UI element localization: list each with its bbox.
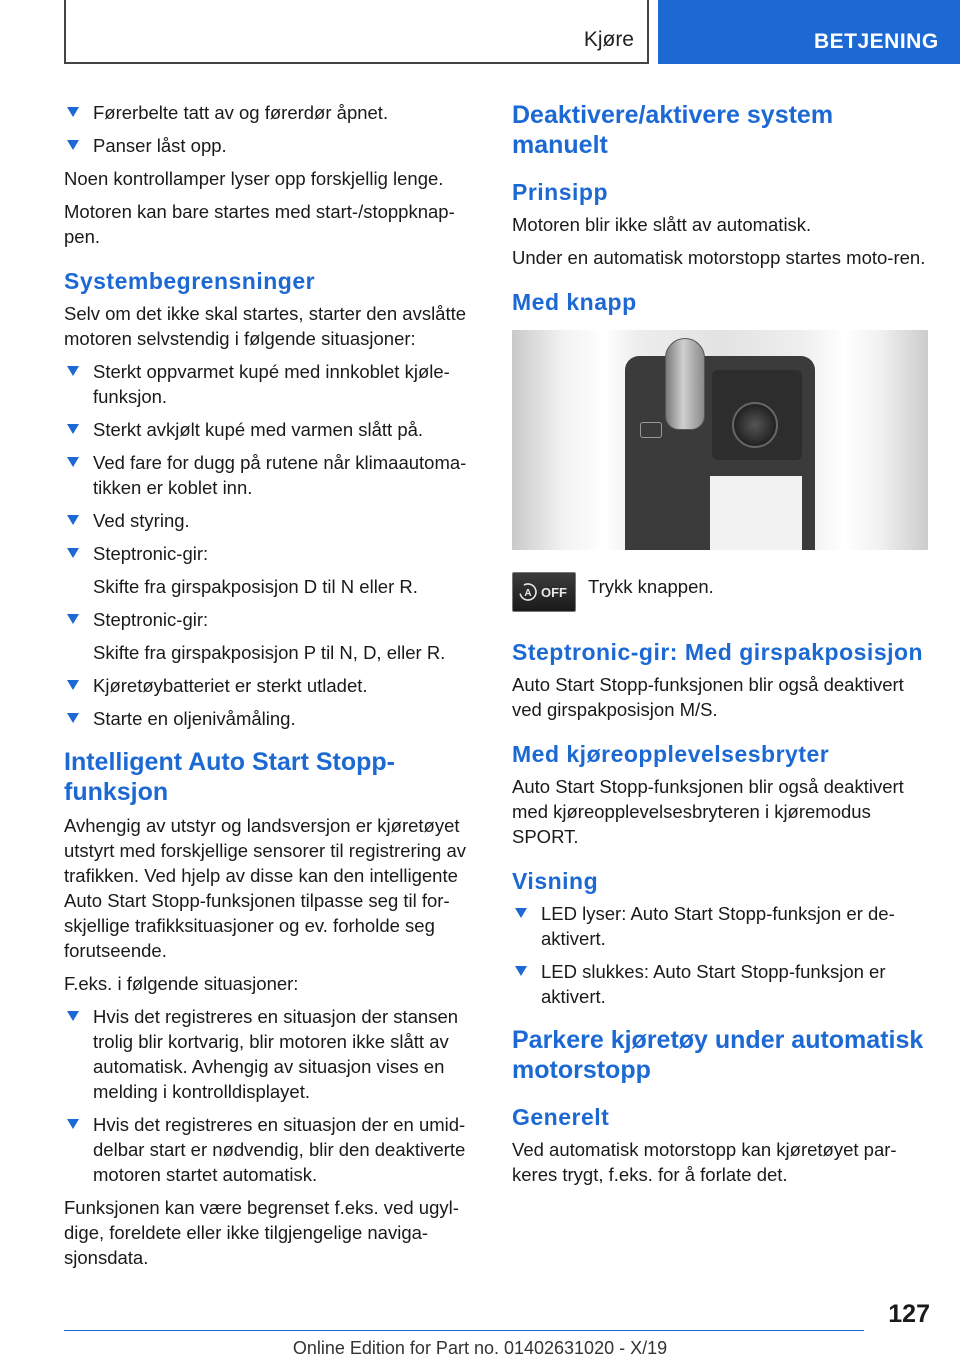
svg-text:A: A	[524, 588, 532, 599]
paragraph: Motoren blir ikke slått av automatisk.	[512, 214, 812, 235]
bullet-item: Sterkt avkjølt kupé med varmen slått på.	[64, 417, 480, 442]
paragraph: Ved automatisk motorstopp kan kjøretøyet par-keres trygt, f.eks. for å forlate det.	[512, 1139, 897, 1185]
heading-steptronic: Steptronic-gir: Med girspakposisjon	[512, 639, 924, 665]
bullet-triangle-icon	[67, 548, 79, 558]
bullet-item: Steptronic-gir: Skifte fra girspakposisjon P til N, D, eller R.	[64, 607, 480, 665]
bullet-triangle-icon	[515, 966, 527, 976]
console-tray	[710, 476, 802, 550]
paragraph: Motoren kan bare startes med start-/stoppknap-pen.	[64, 201, 455, 247]
footer-divider	[64, 1330, 864, 1331]
page-header	[0, 0, 960, 66]
bullet-item: Sterkt oppvarmet kupé med innkoblet kjøle-funksjon.	[64, 359, 480, 409]
bullet-triangle-icon	[67, 680, 79, 690]
bullet-triangle-icon	[67, 424, 79, 434]
heading-display: Visning	[512, 868, 599, 894]
paragraph: Auto Start Stopp-funksjonen blir også deaktivert med kjøreopplevelsesbryteren i kjøremodus SPORT.	[512, 776, 904, 847]
paragraph: F.eks. i følgende situasjoner:	[64, 973, 299, 994]
heading-deactivate-system: Deaktivere/aktivere system manuelt	[512, 101, 834, 159]
page-number: 127	[888, 1300, 930, 1328]
bullet-subtext: Skifte fra girspakposisjon P til N, D, eller R.	[93, 642, 446, 663]
bullet-triangle-icon	[515, 908, 527, 918]
bullet-triangle-icon	[67, 713, 79, 723]
button-off-label: OFF	[541, 585, 567, 600]
bullet-triangle-icon	[67, 107, 79, 117]
header-chapter: BETJENING	[658, 0, 960, 64]
bullet-item: Starte en oljenivåmåling.	[64, 706, 480, 731]
bullet-triangle-icon	[67, 515, 79, 525]
bullet-triangle-icon	[67, 140, 79, 150]
paragraph: Under en automatisk motorstopp startes moto-ren.	[512, 247, 926, 268]
bullet-item: Ved fare for dugg på rutene når klimaautoma-tikken er koblet inn.	[64, 450, 480, 500]
bullet-item: Kjøretøybatteriet er sterkt utladet.	[64, 673, 480, 698]
bullet-item: Ved styring.	[64, 508, 480, 533]
paragraph: Selv om det ikke skal startes, starter den avslåtte motoren selvstendig i følgende situasjoner:	[64, 303, 467, 349]
heading-intelligent-auto-start-stop: Intelligent Auto Start Stopp-funksjon	[64, 748, 395, 806]
left-column	[64, 100, 480, 1278]
bullet-item: Panser låst opp.	[64, 133, 480, 158]
button-caption: Trykk knappen.	[588, 576, 714, 597]
button-instruction	[512, 572, 932, 612]
heading-principle: Prinsipp	[512, 179, 609, 205]
bullet-item: Førerbelte tatt av og førerdør åpnet.	[64, 100, 480, 125]
center-console-image	[512, 330, 928, 550]
bullet-subtext: Skifte fra girspakposisjon D til N eller R.	[93, 576, 418, 597]
bullet-triangle-icon	[67, 614, 79, 624]
auto-start-stop-button-in-image	[640, 422, 662, 438]
auto-start-stop-off-icon	[512, 572, 576, 612]
bullet-triangle-icon	[67, 1011, 79, 1021]
bullet-item: LED slukkes: Auto Start Stopp-funksjon er aktivert.	[512, 959, 932, 1009]
paragraph: Avhengig av utstyr og landsversjon er kjøretøyet utstyrt med forskjellige sensorer til registrering av trafikken. Ved hjelp av disse kan den intelligente Auto Start Stopp-funksjonen tilpasse seg til for-skjellige trafikksituasjoner og ev. forholde seg forutseende.	[64, 815, 467, 961]
heading-with-button: Med knapp	[512, 289, 637, 315]
paragraph: Noen kontrollamper lyser opp forskjellig lenge.	[64, 168, 444, 189]
gear-selector-lever	[665, 338, 705, 430]
bullet-triangle-icon	[67, 457, 79, 467]
heading-general: Generelt	[512, 1104, 610, 1130]
footer-edition: Online Edition for Part no. 01402631020 - X/19	[292, 1338, 668, 1358]
bullet-triangle-icon	[67, 1119, 79, 1129]
heading-system-limits: Systembegrensninger	[64, 268, 316, 294]
right-column	[512, 100, 932, 1195]
bullet-item: Hvis det registreres en situasjon der en umid-delbar start er nødvendig, blir den deaktiverte motoren startet automatisk.	[64, 1112, 480, 1187]
paragraph: Auto Start Stopp-funksjonen blir også deaktivert ved girspakposisjon M/S.	[512, 674, 904, 720]
paragraph: Funksjonen kan være begrenset f.eks. ved ugyl-dige, foreldete eller ikke tilgjengelige naviga-sjonsdata.	[64, 1197, 459, 1268]
header-frame	[64, 0, 649, 64]
bullet-item: LED lyser: Auto Start Stopp-funksjon er de-aktivert.	[512, 901, 932, 951]
header-section: Kjøre	[583, 28, 634, 51]
bullet-item: Steptronic-gir: Skifte fra girspakposisjon D til N eller R.	[64, 541, 480, 599]
bullet-triangle-icon	[67, 366, 79, 376]
bullet-item: Hvis det registreres en situasjon der stansen trolig blir kortvarig, blir motoren ikke slått av automatisk. Avhengig av situasjon vises en melding i kontrolldisplayet.	[64, 1004, 480, 1104]
heading-driving-experience-switch: Med kjøreopplevelsesbryter	[512, 741, 830, 767]
idrive-controller-knob	[732, 402, 778, 448]
heading-park-vehicle: Parkere kjøretøy under automatisk motorstopp	[512, 1026, 924, 1084]
